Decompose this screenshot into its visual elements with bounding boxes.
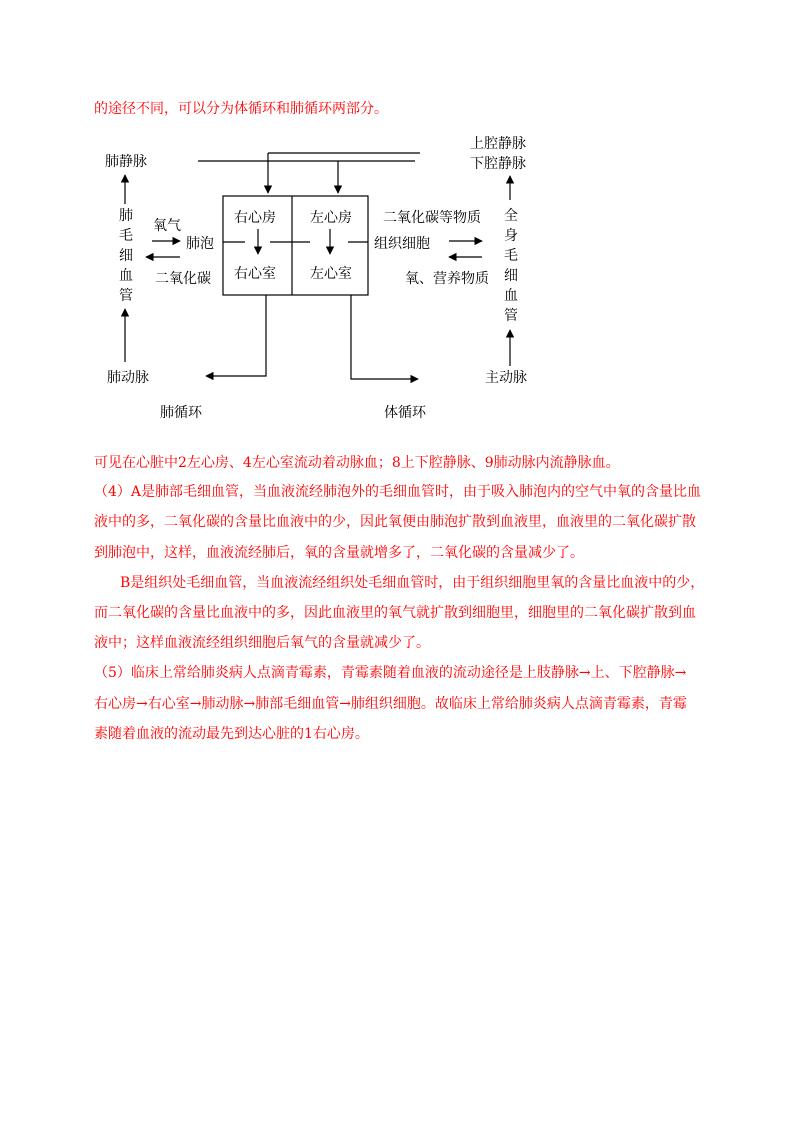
oxygen-label: 氧气 — [153, 218, 181, 234]
para4-line2: 液中的多，二氧化碳的含量比血液中的少，因此氧便由肺泡扩散到血液里，血液里的二氧化碳扩散 — [94, 514, 696, 530]
co2-etc-label: 二氧化碳等物质 — [383, 210, 481, 226]
body-capillary-char1: 全 — [504, 208, 518, 224]
aorta-out-arrow — [351, 295, 418, 379]
upper-vena-cava-label: 上腔静脉 — [470, 136, 526, 152]
pulmonary-circulation-label: 肺循环 — [160, 405, 202, 421]
lung-capillary-char1: 肺 — [119, 208, 133, 224]
oxygen-nutrients-label: 氧、营养物质 — [405, 271, 489, 287]
paraB-line3: 液中；这样血液流经组织细胞后氧气的含量就减少了。 — [94, 635, 430, 651]
conclusion-text: 可见在心脏中2左心房、4左心室流动着动脉血；8上下腔静脉、9肺动脉内流静脉血。 — [94, 455, 620, 471]
blood-circulation-diagram — [0, 0, 800, 440]
left-atrium-label: 左心房 — [310, 210, 352, 226]
right-ventricle-label: 右心室 — [234, 266, 276, 282]
body-capillary-char4: 细 — [504, 268, 518, 284]
alveoli-label: 肺泡 — [186, 236, 214, 252]
para4-line3: 到肺泡中，这样，血液流经肺后，氧的含量就增多了，二氧化碳的含量减少了。 — [94, 545, 584, 561]
para5-line1: （5）临床上常给肺炎病人点滴青霉素，青霉素随着血液的流动途径是上肢静脉→上、下腔静脉→ — [94, 665, 687, 681]
lung-capillary-char3: 细 — [119, 248, 133, 264]
lung-capillary-char5: 管 — [119, 288, 133, 304]
para4-line1: （4）A是肺部毛细血管，当血液流经肺泡外的毛细血管时，由于吸入肺泡内的空气中氧的含量比血 — [94, 484, 702, 500]
intro-text: 的途径不同，可以分为体循环和肺循环两部分。 — [94, 101, 388, 117]
lung-capillary-char4: 血 — [119, 268, 133, 284]
pulmonary-artery-label: 肺动脉 — [107, 370, 149, 386]
co2-label: 二氧化碳 — [155, 271, 211, 287]
aorta-label: 主动脉 — [485, 370, 527, 386]
body-capillary-char3: 毛 — [504, 248, 518, 264]
pulmonary-artery-out-arrow — [206, 295, 266, 376]
tissue-cells-label: 组织细胞 — [374, 236, 430, 252]
body-capillary-char5: 血 — [504, 288, 518, 304]
para5-line3: 素随着血液的流动最先到达心脏的1右心房。 — [94, 726, 369, 742]
body-capillary-char2: 身 — [504, 228, 518, 244]
systemic-circulation-label: 体循环 — [384, 405, 426, 421]
lung-capillary-char2: 毛 — [119, 228, 133, 244]
pulmonary-vein-label: 肺静脉 — [105, 154, 147, 170]
paraB-line2: 而二氧化碳的含量比血液中的多，因此血液里的氧气就扩散到细胞里，细胞里的二氧化碳扩散到血 — [94, 605, 696, 621]
para5-line2: 右心房→右心室→肺动脉→肺部毛细血管→肺组织细胞。故临床上常给肺炎病人点滴青霉素，青霉 — [94, 696, 687, 712]
right-atrium-label: 右心房 — [234, 210, 276, 226]
paraB-line1: B是组织处毛细血管，当血液流经组织处毛细血管时，由于组织细胞里氧的含量比血液中的少， — [120, 575, 705, 591]
lower-vena-cava-label: 下腔静脉 — [470, 156, 526, 172]
body-capillary-char6: 管 — [504, 308, 518, 324]
left-ventricle-label: 左心室 — [310, 266, 352, 282]
